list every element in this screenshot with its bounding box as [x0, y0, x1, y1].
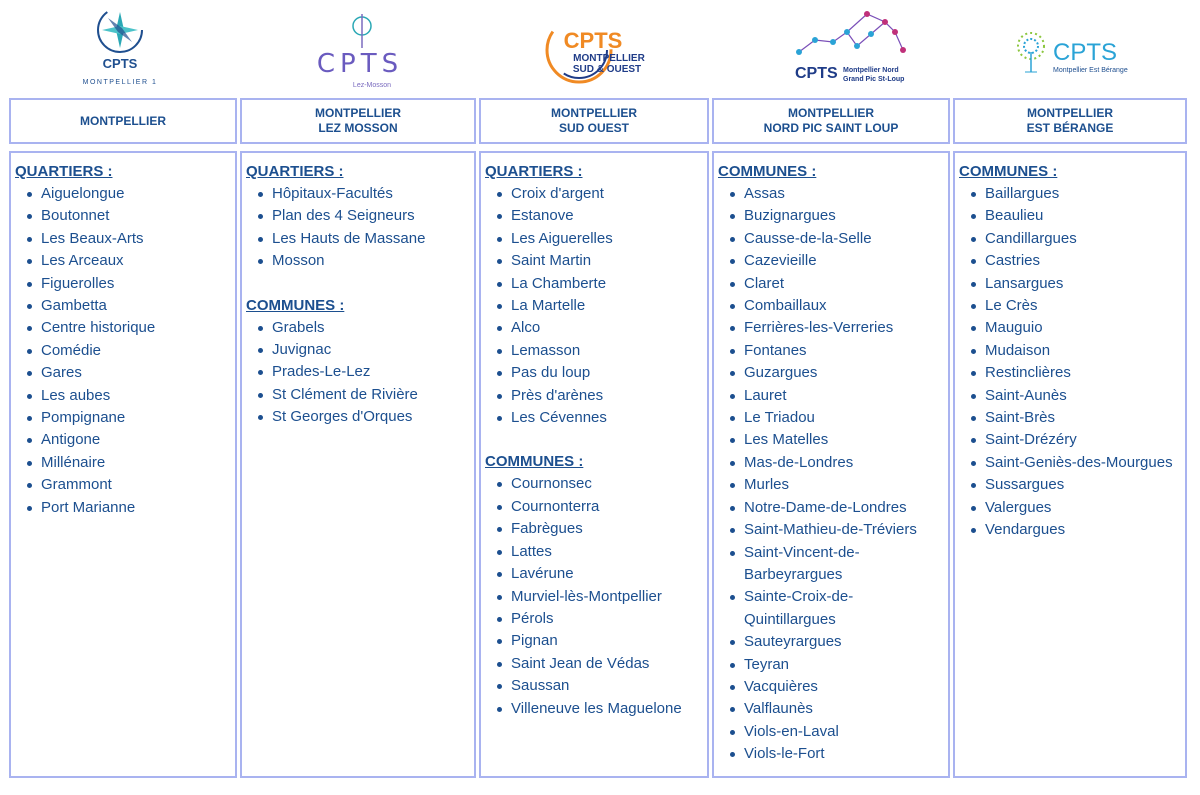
- list-item: Notre-Dame-de-Londres: [744, 497, 944, 519]
- list-item: Le Triadou: [744, 407, 944, 429]
- list-item: Claret: [744, 273, 944, 295]
- list-item: Ferrières-les-Verreries: [744, 317, 944, 339]
- list-item: Antigone: [41, 429, 231, 451]
- constellation-icon: [796, 11, 906, 55]
- list-item: Grammont: [41, 474, 231, 496]
- list-item: Buzignargues: [744, 205, 944, 227]
- compass-star-icon: [98, 8, 142, 52]
- list-item: Villeneuve les Maguelone: [511, 698, 703, 720]
- list-item: Croix d'argent: [511, 183, 703, 205]
- list-item: Guzargues: [744, 362, 944, 384]
- list-item: Plan des 4 Seigneurs: [272, 205, 470, 227]
- logo-subtitle: Lez-Mosson: [352, 82, 392, 89]
- list-item: St Clément de Rivière: [272, 384, 470, 406]
- list-item: Valflaunès: [744, 698, 944, 720]
- header-line: SUD OUEST: [558, 121, 629, 135]
- list-item: Aiguelongue: [41, 183, 231, 205]
- header-line: MONTPELLIER: [80, 113, 166, 128]
- section-title: QUARTIERS :: [15, 163, 113, 180]
- list-item: Lansargues: [985, 273, 1181, 295]
- list-item: Baillargues: [985, 183, 1181, 205]
- logo-title: CPTS: [316, 49, 404, 79]
- section-title: QUARTIERS :: [485, 163, 583, 180]
- header-line: MONTPELLIER: [1027, 106, 1113, 120]
- list-item: Vendargues: [985, 519, 1181, 541]
- logo-cpts-nord-pic-saint-loup: [785, 0, 925, 96]
- list-item: St Georges d'Orques: [272, 406, 470, 428]
- list-item: Figuerolles: [41, 273, 231, 295]
- list-item: Gambetta: [41, 295, 231, 317]
- list-item: Pompignane: [41, 407, 231, 429]
- list-item: Le Crès: [985, 295, 1181, 317]
- logo-title: CPTS: [563, 28, 623, 53]
- section-title: QUARTIERS :: [246, 163, 344, 180]
- logo-subtitle: Montpellier Est Bérange: [1053, 67, 1128, 74]
- column-header-est-berange: [953, 98, 1187, 144]
- list-item: Fontanes: [744, 340, 944, 362]
- commune-list: [485, 183, 703, 429]
- list-item: Teyran: [744, 654, 944, 676]
- list-item: Centre historique: [41, 317, 231, 339]
- logo-title: CPTS: [102, 56, 138, 71]
- list-item: Pas du loup: [511, 362, 703, 384]
- list-item: Les Cévennes: [511, 407, 703, 429]
- list-item: Sussargues: [985, 474, 1181, 496]
- list-item: Saint Jean de Védas: [511, 653, 703, 675]
- list-item: Cournonterra: [511, 496, 703, 518]
- header-line: MONTPELLIER: [315, 106, 401, 120]
- list-item: Pignan: [511, 630, 703, 652]
- header-line: MONTPELLIER: [787, 106, 874, 120]
- list-item: Viols-le-Fort: [744, 743, 944, 765]
- list-item: Les Arceaux: [41, 250, 231, 272]
- list-item: Lauret: [744, 385, 944, 407]
- header-line: NORD PIC SAINT LOUP: [763, 121, 899, 135]
- list-item: Lemasson: [511, 340, 703, 362]
- list-item: Près d'arènes: [511, 385, 703, 407]
- list-item: Valergues: [985, 497, 1181, 519]
- section-title: COMMUNES :: [718, 163, 817, 180]
- list-item: Mas-de-Londres: [744, 452, 944, 474]
- logo-cpts-est-berange: [1005, 0, 1155, 96]
- logo-line2: Montpellier Nord: [843, 67, 899, 74]
- section-title: COMMUNES :: [959, 163, 1058, 180]
- list-item: Juvignac: [272, 339, 470, 361]
- section-title: COMMUNES :: [485, 453, 584, 471]
- list-item: Les aubes: [41, 385, 231, 407]
- list-item: Grabels: [272, 317, 470, 339]
- list-item: Hôpitaux-Facultés: [272, 183, 470, 205]
- list-item: Cazevieille: [744, 250, 944, 272]
- logo-cpts-lez-mosson: [290, 0, 430, 96]
- logo-title: CPTS: [795, 65, 838, 82]
- logo-line3: SUD & OUEST: [572, 64, 642, 75]
- list-item: Boutonnet: [41, 205, 231, 227]
- list-item: Causse-de-la-Selle: [744, 228, 944, 250]
- list-item: Saint-Vincent-de-Barbeyrargues: [744, 542, 944, 587]
- list-item: Mudaison: [985, 340, 1181, 362]
- logo-cpts-montpellier-1: [40, 0, 200, 96]
- header-line: MONTPELLIER: [551, 106, 637, 120]
- list-item: Fabrègues: [511, 518, 703, 540]
- header-line: LEZ MOSSON: [318, 121, 398, 135]
- list-item: Saint Martin: [511, 250, 703, 272]
- list-item: Murviel-lès-Montpellier: [511, 586, 703, 608]
- list-item: Sauteyrargues: [744, 631, 944, 653]
- list-item: La Chamberte: [511, 273, 703, 295]
- list-item: Murles: [744, 474, 944, 496]
- column-list-montpellier: [9, 151, 237, 778]
- list-item: Saussan: [511, 675, 703, 697]
- list-item: Les Aiguerelles: [511, 228, 703, 250]
- list-item: Les Hauts de Massane: [272, 228, 470, 250]
- column-header-montpellier: [9, 98, 237, 144]
- logo-title: CPTS: [1053, 39, 1118, 66]
- list-item: Gares: [41, 362, 231, 384]
- list-item: Millénaire: [41, 452, 231, 474]
- list-item: Candillargues: [985, 228, 1181, 250]
- list-item: Saint-Drézéry: [985, 429, 1181, 451]
- list-item: Viols-en-Laval: [744, 721, 944, 743]
- list-item: Restinclières: [985, 362, 1181, 384]
- list-item: Mosson: [272, 250, 470, 272]
- list-item: Cournonsec: [511, 473, 703, 495]
- list-item: Combaillaux: [744, 295, 944, 317]
- column-list-lez-mosson: [240, 151, 476, 778]
- logo-line2: MONTPELLIER: [573, 53, 645, 64]
- column-list-nord-pic-saint-loup: [712, 151, 950, 778]
- list-item: Port Marianne: [41, 497, 231, 519]
- list-item: Lattes: [511, 541, 703, 563]
- list-item: Les Matelles: [744, 429, 944, 451]
- list-item: Saint-Geniès-des-Mourgues: [985, 452, 1181, 474]
- column-header-sud-ouest: [479, 98, 709, 144]
- list-item: Assas: [744, 183, 944, 205]
- section-title: COMMUNES :: [246, 296, 345, 314]
- commune-list: [246, 183, 470, 273]
- list-item: Saint-Brès: [985, 407, 1181, 429]
- logo-subtitle: MONTPELLIER 1: [82, 79, 158, 86]
- column-header-nord-pic-saint-loup: [712, 98, 950, 144]
- header-line: EST BÉRANGE: [1026, 121, 1114, 135]
- list-item: Sainte-Croix-de-Quintillargues: [744, 586, 944, 631]
- leaf-icon: [353, 14, 371, 48]
- dotted-tree-icon: [1018, 33, 1044, 72]
- list-item: Saint-Mathieu-de-Tréviers: [744, 519, 944, 541]
- list-item: Pérols: [511, 608, 703, 630]
- commune-list: [718, 183, 944, 766]
- commune-list: [15, 183, 231, 519]
- list-item: Mauguio: [985, 317, 1181, 339]
- commune-list: [246, 317, 470, 429]
- list-item: Prades-Le-Lez: [272, 361, 470, 383]
- logo-cpts-sud-ouest: [535, 0, 655, 96]
- list-item: Saint-Aunès: [985, 385, 1181, 407]
- commune-list: [959, 183, 1181, 542]
- list-item: Castries: [985, 250, 1181, 272]
- list-item: Les Beaux-Arts: [41, 228, 231, 250]
- column-list-sud-ouest: [479, 151, 709, 778]
- list-item: Estanove: [511, 205, 703, 227]
- column-list-est-berange: [953, 151, 1187, 778]
- commune-list: [485, 473, 703, 719]
- list-item: La Martelle: [511, 295, 703, 317]
- list-item: Comédie: [41, 340, 231, 362]
- list-item: Lavérune: [511, 563, 703, 585]
- logo-line3: Grand Pic St-Loup: [843, 76, 905, 83]
- list-item: Alco: [511, 317, 703, 339]
- column-header-lez-mosson: [240, 98, 476, 144]
- list-item: Vacquières: [744, 676, 944, 698]
- list-item: Beaulieu: [985, 205, 1181, 227]
